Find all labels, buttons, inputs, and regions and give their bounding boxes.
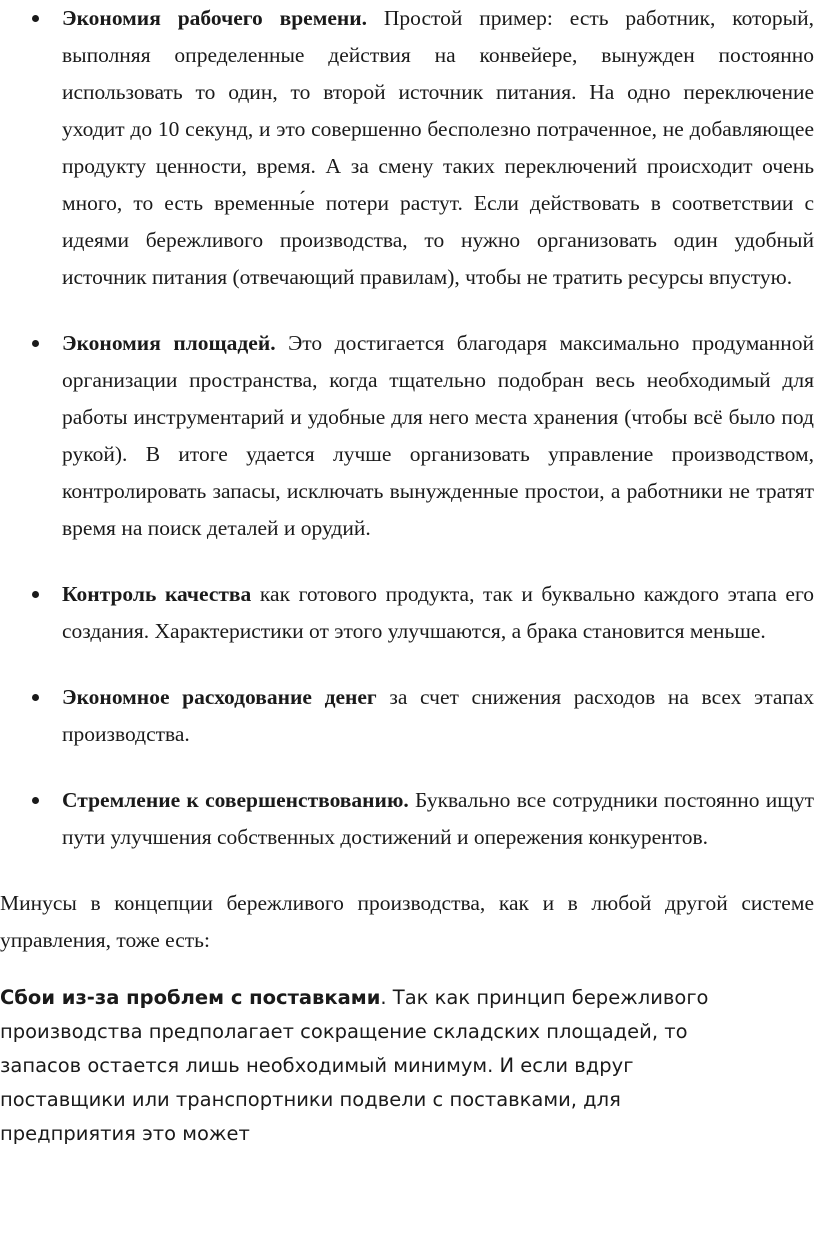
list-item-text: за счет снижения расходов на всех этапах производства. (62, 685, 814, 746)
bullet-icon (32, 340, 39, 347)
list-item-text: Буквально все сотрудники постоянно ищут пути улучшения собственных достижений и опережения конкурентов. (62, 788, 814, 849)
list-item-title: Контроль качества (62, 582, 252, 606)
list-item-title: Стремление к совершенствованию. (62, 788, 409, 812)
list-item-text: как готового продукта, так и буквально каждого этапа его создания. Характеристики от этого улучшаются, а брака становится меньше. (62, 582, 814, 643)
list-item-title: Экономия площадей. (62, 331, 276, 355)
bullet-icon (32, 797, 39, 804)
list-item (62, 325, 814, 547)
cons-intro-paragraph: Минусы в концепции бережливого производства, как и в любой другой системе управления, тоже есть: (0, 891, 814, 952)
list-item (62, 782, 814, 856)
list-item-text: Это достигается благодаря максимально продуманной организации пространства, когда тщательно подобран весь необходимый для работы инструментарий и удобные для него места хранения (чтобы всё было под рукой). В итоге удается лучше организовать управление производством, контролировать запасы, исключать вынужденные простои, а работники не тратят время на поиск деталей и орудий. (62, 331, 814, 540)
list-item-title: Экономия рабочего времени. (62, 6, 368, 30)
list-item-text: Простой пример: есть работник, который, выполняя определенные действия на конвейере, вынужден постоянно использовать то один, то второй источник питания. На одно переключение уходит до 10 секунд, и это совершенно бесполезно потраченное, не добавляющее продукту ценности, время. А за смену таких переключений происходит очень много, то есть временны́е потери растут. Если действовать в соответствии с идеями бережливого производства, то нужно организовать один удобный источник питания (отвечающий правилам), чтобы не тратить ресурсы впустую. (62, 6, 814, 289)
list-item (62, 679, 814, 753)
section-text: . Так как принцип бережливого производства предполагает сокращение складских площадей, то запасов остается лишь необходимый минимум. И если вдруг поставщики или транспортники подвели с поставками, для предприятия это может (0, 986, 709, 1145)
supply-issues-paragraph (0, 981, 720, 1151)
list-item (62, 576, 814, 650)
bullet-icon (32, 694, 39, 701)
section-title: Сбои из-за проблем с поставками (0, 986, 381, 1009)
bullet-icon (32, 15, 39, 22)
list-item (62, 0, 814, 296)
bullet-icon (32, 591, 39, 598)
list-item-title: Экономное расходование денег (62, 685, 377, 709)
